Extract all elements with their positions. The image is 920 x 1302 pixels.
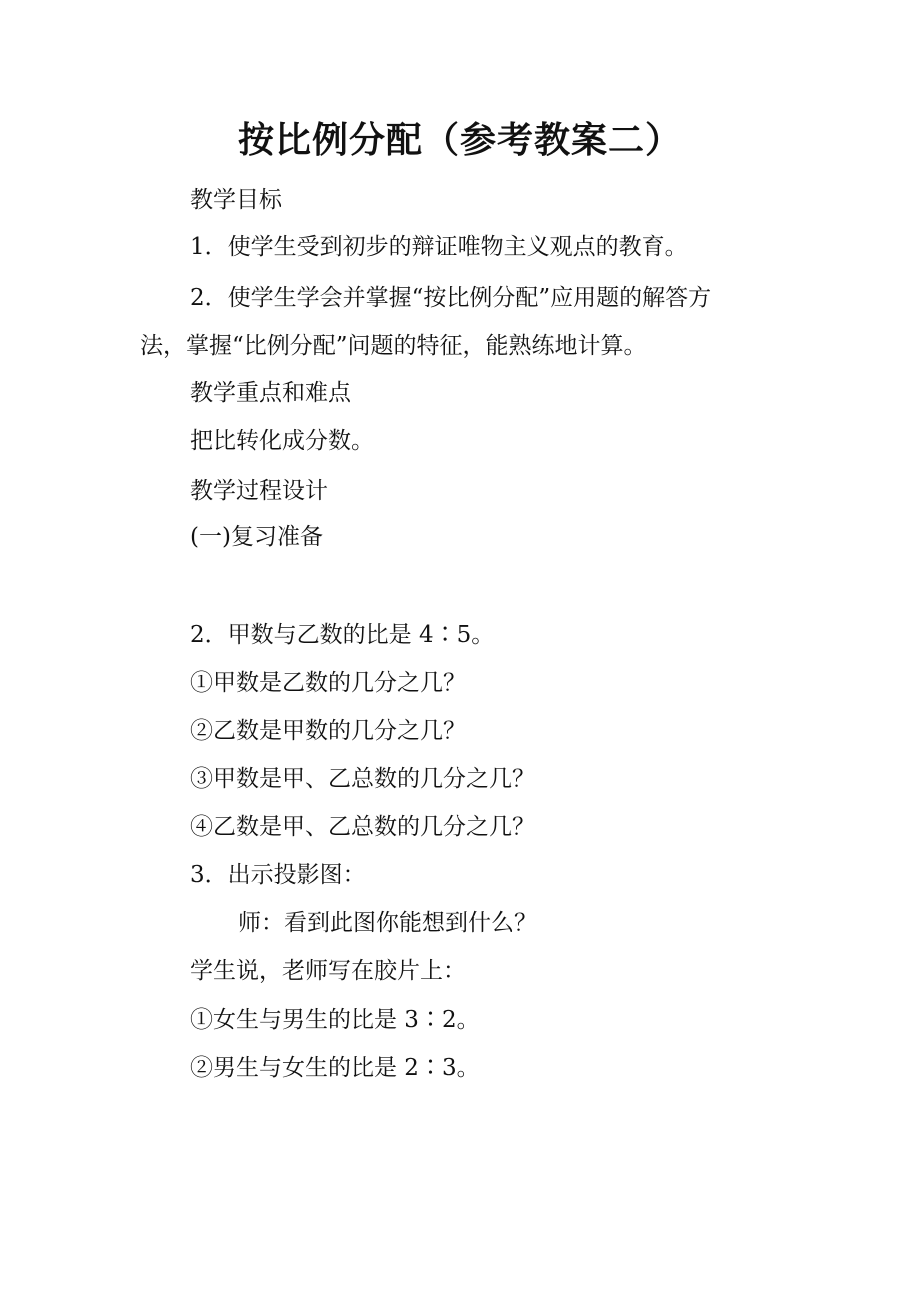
paragraph-ratio-2: ②男生与女生的比是 2∶3。 — [190, 1055, 480, 1081]
paragraph-goal-1: 1．使学生受到初步的辩证唯物主义观点的教育。 — [190, 234, 688, 260]
paragraph-question-1: ①甲数是乙数的几分之几？ — [190, 670, 466, 696]
paragraph-teacher-prompt: 师：看到此图你能想到什么？ — [238, 910, 537, 936]
paragraph-item-3: 3．出示投影图： — [190, 862, 366, 888]
document-title: 按比例分配（参考教案二） — [237, 120, 682, 161]
paragraph-key-point: 把比转化成分数。 — [190, 428, 374, 454]
paragraph-question-4: ④乙数是甲、乙总数的几分之几？ — [190, 814, 535, 840]
paragraph-process-heading: 教学过程设计 — [190, 478, 328, 504]
paragraph-student-response: 学生说，老师写在胶片上： — [190, 958, 466, 984]
paragraph-question-3: ③甲数是甲、乙总数的几分之几？ — [190, 766, 535, 792]
paragraph-ratio-1: ①女生与男生的比是 3∶2。 — [190, 1007, 480, 1033]
paragraph-teaching-goals-heading: 教学目标 — [190, 187, 282, 213]
paragraph-goal-2-continued: 法，掌握“比例分配”问题的特征，能熟练地计算。 — [140, 333, 647, 359]
paragraph-item-2: 2．甲数与乙数的比是 4∶5。 — [190, 622, 495, 648]
paragraph-question-2: ②乙数是甲数的几分之几？ — [190, 718, 466, 744]
paragraph-review-heading: (一)复习准备 — [190, 524, 323, 550]
paragraph-goal-2: 2．使学生学会并掌握“按比例分配”应用题的解答方 — [190, 285, 712, 311]
paragraph-key-points-heading: 教学重点和难点 — [190, 380, 351, 406]
